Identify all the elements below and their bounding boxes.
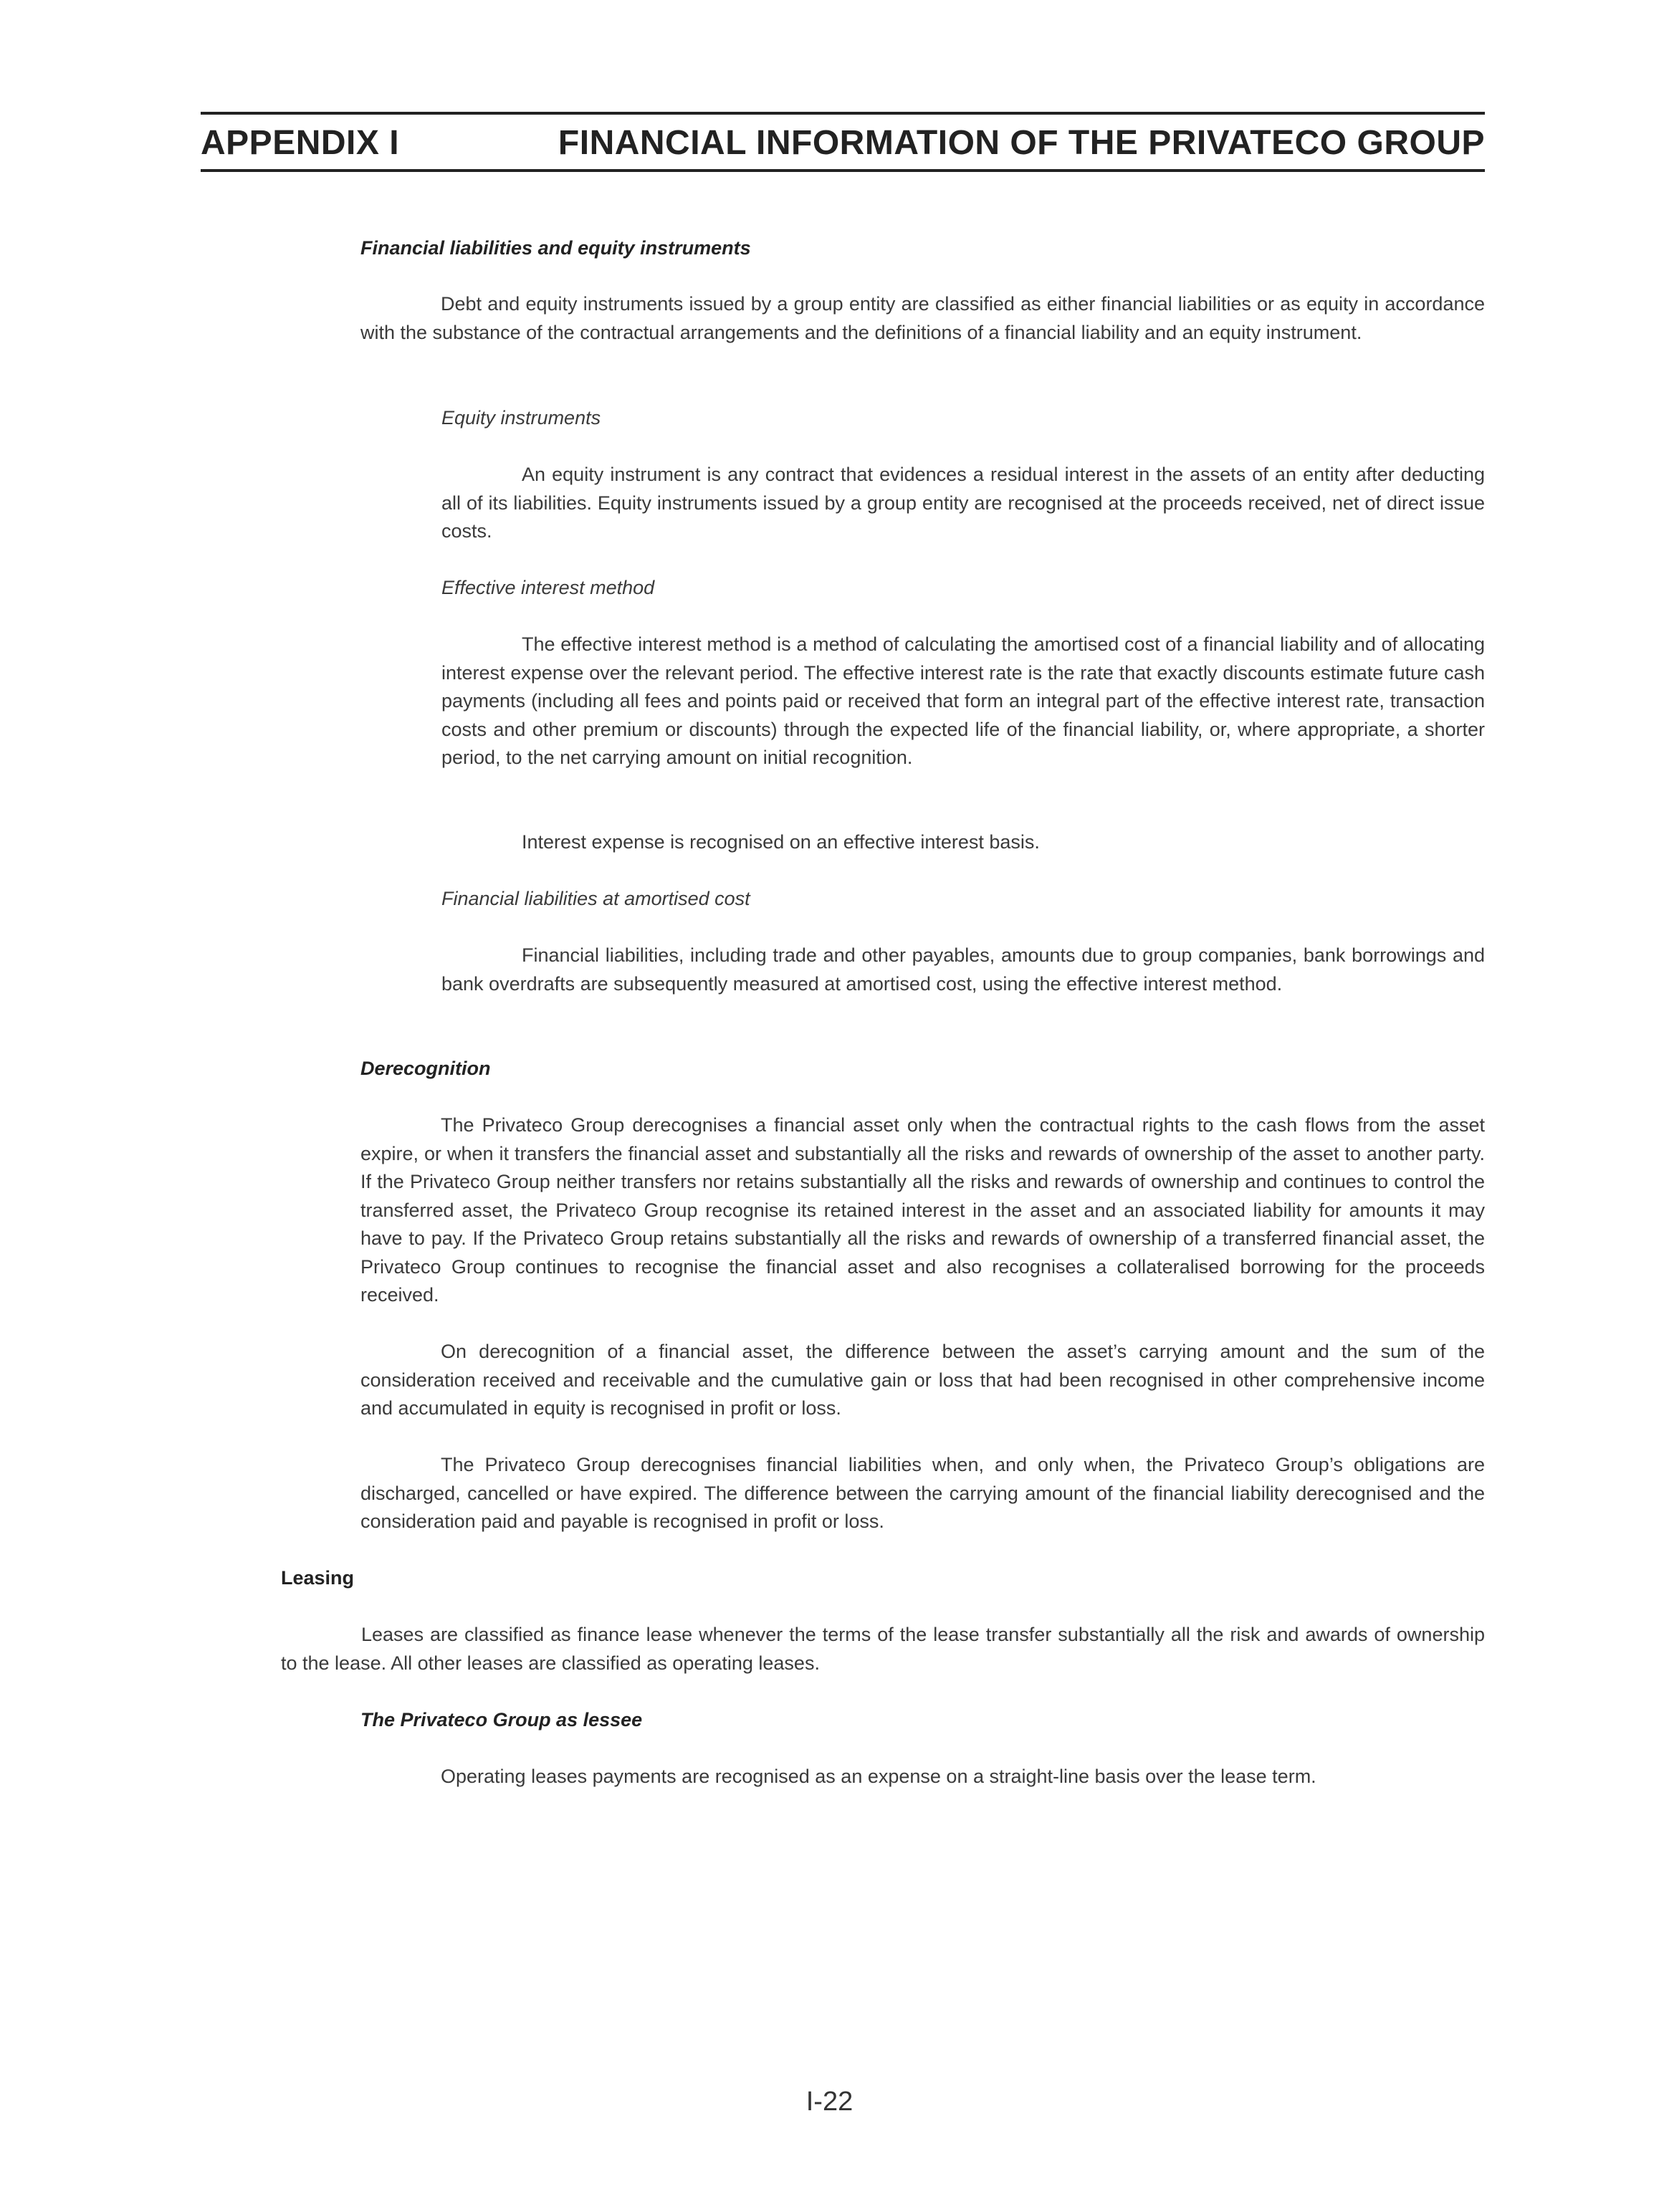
paragraph-equity-instruments	[441, 461, 1485, 546]
paragraph-text: Interest expense is recognised on an effective interest basis.	[522, 831, 1040, 853]
subheading-amortised-cost: Financial liabilities at amortised cost	[441, 888, 750, 909]
paragraph-text: Operating leases payments are recognised as an expense on a straight-line basis over the lease term.	[441, 1766, 1316, 1787]
paragraph-derecognition-2	[360, 1338, 1485, 1423]
paragraph-financial-liabilities	[360, 290, 1485, 347]
subheading-lessee: The Privateco Group as lessee	[360, 1709, 643, 1730]
paragraph-derecognition-3	[360, 1451, 1485, 1536]
paragraph-text: Leases are classified as finance lease whenever the terms of the lease transfer substantially all the risk and awards of ownership to the lease. All other leases are classified as operating leases.	[281, 1624, 1485, 1674]
header-title: FINANCIAL INFORMATION OF THE PRIVATECO GROUP	[558, 124, 1485, 162]
subheading-equity-instruments: Equity instruments	[441, 407, 601, 428]
paragraph-text: Debt and equity instruments issued by a group entity are classified as either financial liabilities or as equity in accordance with the substance of the contractual arrangements and the definitions of a financial liability and an equity instrument.	[360, 293, 1485, 343]
subheading-effective-interest-method: Effective interest method	[441, 577, 655, 598]
appendix-label: APPENDIX I	[201, 124, 400, 162]
paragraph-lessee	[360, 1763, 1485, 1791]
paragraph-text: An equity instrument is any contract that evidences a residual interest in the assets of an entity after deducting all of its liabilities. Equity instruments issued by a group entity are recognised at the proceeds received, net of direct issue costs.	[441, 464, 1485, 542]
paragraph-derecognition-1	[360, 1111, 1485, 1310]
section-heading-leasing: Leasing	[281, 1567, 355, 1589]
section-heading-financial-liabilities: Financial liabilities and equity instruments	[360, 237, 751, 259]
paragraph-effective-interest-1	[441, 631, 1485, 772]
paragraph-amortised-cost	[441, 942, 1485, 998]
paragraph-leasing	[281, 1621, 1485, 1677]
paragraph-text: The Privateco Group derecognises a financial asset only when the contractual rights to the cash flows from the asset expire, or when it transfers the financial asset and substantially all the risks and rewards of ownership of the asset to another party. If the Privateco Group neither transfers nor retains substantially all the risks and rewards of ownership and continues to control the transferred asset, the Privateco Group recognise its retained interest in the asset and an associated liability for amounts it may have to pay. If the Privateco Group retains substantially all the risks and rewards of ownership of a transferred financial asset, the Privateco Group continues to recognise the financial asset and also recognises a collateralised borrowing for the proceeds received.	[360, 1114, 1485, 1306]
page-number: I-22	[805, 2087, 854, 2117]
paragraph-text: The effective interest method is a method of calculating the amortised cost of a financial liability and of allocating interest expense over the relevant period. The effective interest rate is the rate that exactly discounts estimate future cash payments (including all fees and points paid or received that form an integral part of the effective interest rate, transaction costs and other premium or discounts) through the expected life of the financial liability, or, where appropriate, a shorter period, to the net carrying amount on initial recognition.	[441, 633, 1485, 768]
section-heading-derecognition: Derecognition	[360, 1058, 491, 1079]
paragraph-effective-interest-2	[441, 828, 1485, 857]
page-header	[201, 112, 1485, 172]
paragraph-text: Financial liabilities, including trade and other payables, amounts due to group companies, bank borrowings and bank overdrafts are subsequently measured at amortised cost, using the effective interest method.	[441, 944, 1485, 995]
paragraph-text: On derecognition of a financial asset, the difference between the asset’s carrying amount and the sum of the consideration received and receivable and the cumulative gain or loss that had been recognised in other comprehensive income and accumulated in equity is recognised in profit or loss.	[360, 1341, 1485, 1419]
paragraph-text: The Privateco Group derecognises financial liabilities when, and only when, the Privateco Group’s obligations are discharged, cancelled or have expired. The difference between the carrying amount of the financial liability derecognised and the consideration paid and payable is recognised in profit or loss.	[360, 1454, 1485, 1532]
